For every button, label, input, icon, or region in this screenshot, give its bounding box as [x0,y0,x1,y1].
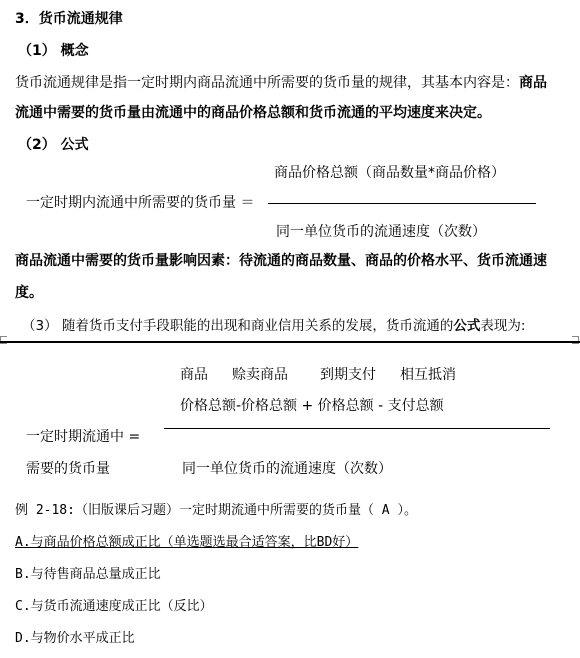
formula2-word-due-payments: 到期支付 [320,367,376,383]
concept-line-1 [15,72,547,92]
concept-line-2: 流通中需要的货币量由流通中的商品价格总额和货币流通的平均速度来决定。 [15,105,491,121]
intro-3-tail: 表现为: [480,318,526,334]
formula2-fraction-bar [164,428,550,429]
intro-3-text: （3） 随着货币支付手段职能的出现和商业信用关系的发展，货币流通的 [22,318,454,334]
option-a: A.与商品价格总额成正比（单选题选最合适答案，比BD好） [15,535,359,550]
formula2-left-top: 一定时期流通中 = [26,429,141,445]
option-d: D.与物价水平成正比 [15,631,135,646]
formula-heading: （2） 公式 [18,137,89,153]
page-separator [0,341,580,343]
formula2-denominator: 同一单位货币的流通速度（次数） [182,461,392,477]
formula2-word-offset: 相互抵消 [400,367,456,383]
option-c: C.与货币流通速度成正比（反比） [15,599,213,614]
concept-line-1-text: 货币流通规律是指一定时期内商品流通中所需要的货币量的规律，其基本内容是： [15,75,519,91]
factors-line-1: 商品流通中需要的货币量影响因素：待流通的商品数量、商品的价格水平、货币流通速 [15,253,547,269]
section-heading: 3．货币流通规律 [15,11,123,27]
concept-heading: （1） 概念 [18,43,89,59]
option-b: B.与待售商品总量成正比 [15,567,161,582]
formula1-numerator: 商品价格总额（商品数量*商品价格） [274,165,505,181]
formula1-left: 一定时期内流通中所需要的货币量 ＝ [26,195,255,211]
formula2-numerator: 价格总额-价格总额 + 价格总额 - 支付总额 [180,398,444,414]
formula1-fraction-bar [268,203,536,204]
formula2-word-credit-sales: 赊卖商品 [232,367,288,383]
formula2-left-bottom: 需要的货币量 [26,461,110,477]
intro-3-bold: 公式 [453,318,481,334]
formula1-denominator: 同一单位货币的流通速度（次数） [276,224,486,240]
intro-3 [22,314,525,334]
factors-line-2: 度。 [15,285,43,301]
question-stem: 例 2-18:（旧版课后习题）一定时期流通中所需要的货币量（ A ）。 [15,503,417,518]
formula2-word-goods: 商品 [180,367,208,383]
concept-line-1-bold: 商品 [519,75,547,91]
